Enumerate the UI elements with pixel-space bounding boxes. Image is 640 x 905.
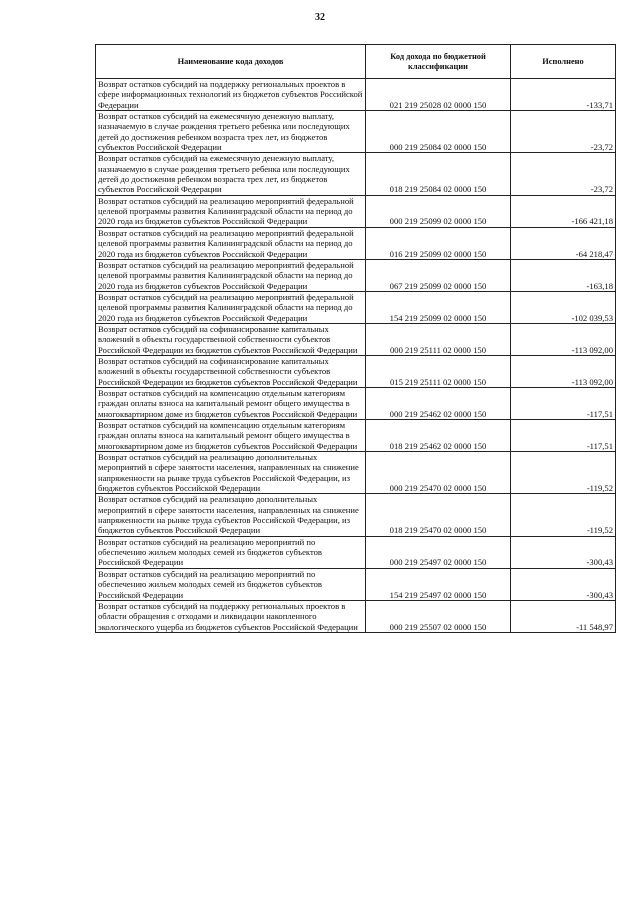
row-name: Возврат остатков субсидий на реализацию мероприятий федеральной целевой программы развития Калининградской области на период до 2020 года из бюджетов субъектов Российской Федерации xyxy=(96,195,366,227)
table-row xyxy=(96,494,616,536)
row-name: Возврат остатков субсидий на реализацию мероприятий по обеспечению жильем молодых семей из бюджетов субъектов Российской Федерации xyxy=(96,568,366,600)
header-executed: Исполнено xyxy=(511,45,616,79)
row-value: -300,43 xyxy=(511,536,616,568)
row-value: -119,52 xyxy=(511,452,616,494)
table-row xyxy=(96,536,616,568)
revenue-table xyxy=(95,44,616,633)
row-value: -119,52 xyxy=(511,494,616,536)
row-name: Возврат остатков субсидий на компенсацию отдельным категориям граждан оплаты взноса на капитальный ремонт общего имущества в многоквартирном доме из бюджетов субъектов Российской Федерации xyxy=(96,387,366,419)
row-value: -117,51 xyxy=(511,387,616,419)
row-code: 000 219 25462 02 0000 150 xyxy=(366,387,511,419)
table-row xyxy=(96,323,616,355)
table-row xyxy=(96,420,616,452)
row-value: -113 092,00 xyxy=(511,355,616,387)
row-code: 018 219 25084 02 0000 150 xyxy=(366,153,511,195)
row-value: -23,72 xyxy=(511,153,616,195)
table-row xyxy=(96,355,616,387)
page-number: 32 xyxy=(315,12,325,23)
table-row xyxy=(96,452,616,494)
table-row xyxy=(96,259,616,291)
row-name: Возврат остатков субсидий на реализацию дополнительных мероприятий в сфере занятости населения, направленных на снижение напряженности на рынке труда субъектов Российской Федерации, из бюджетов субъектов Российской Федерации xyxy=(96,452,366,494)
row-name: Возврат остатков субсидий на реализацию мероприятий федеральной целевой программы развития Калининградской области на период до 2020 года из бюджетов субъектов Российской Федерации xyxy=(96,259,366,291)
row-code: 000 219 25507 02 0000 150 xyxy=(366,600,511,632)
row-code: 021 219 25028 02 0000 150 xyxy=(366,79,511,111)
row-name: Возврат остатков субсидий на реализацию дополнительных мероприятий в сфере занятости населения, направленных на снижение напряженности на рынке труда субъектов Российской Федерации, из бюджетов субъектов Российской Федерации xyxy=(96,494,366,536)
row-code: 016 219 25099 02 0000 150 xyxy=(366,227,511,259)
row-code: 000 219 25497 02 0000 150 xyxy=(366,536,511,568)
row-value: -23,72 xyxy=(511,111,616,153)
row-value: -117,51 xyxy=(511,420,616,452)
row-name: Возврат остатков субсидий на софинансирование капитальных вложений в объекты государственной собственности субъектов Российской Федерации из бюджетов субъектов Российской Федерации xyxy=(96,355,366,387)
table-row xyxy=(96,227,616,259)
table-row xyxy=(96,79,616,111)
row-name: Возврат остатков субсидий на реализацию мероприятий федеральной целевой программы развития Калининградской области на период до 2020 года из бюджетов субъектов Российской Федерации xyxy=(96,227,366,259)
table-row xyxy=(96,600,616,632)
row-code: 018 219 25470 02 0000 150 xyxy=(366,494,511,536)
row-code: 067 219 25099 02 0000 150 xyxy=(366,259,511,291)
table-row xyxy=(96,387,616,419)
row-code: 000 219 25084 02 0000 150 xyxy=(366,111,511,153)
row-value: -64 218,47 xyxy=(511,227,616,259)
row-value: -300,43 xyxy=(511,568,616,600)
row-name: Возврат остатков субсидий на поддержку региональных проектов в области обращения с отходами и ликвидации накопленного экологического ущерба из бюджетов субъектов Российской Федерации xyxy=(96,600,366,632)
row-name: Возврат остатков субсидий на компенсацию отдельным категориям граждан оплаты взноса на капитальный ремонт общего имущества в многоквартирном доме из бюджетов субъектов Российской Федерации xyxy=(96,420,366,452)
row-code: 154 219 25497 02 0000 150 xyxy=(366,568,511,600)
table-row xyxy=(96,153,616,195)
row-name: Возврат остатков субсидий на поддержку региональных проектов в сфере информационных технологий из бюджетов субъектов Российской Федерации xyxy=(96,79,366,111)
table-row xyxy=(96,195,616,227)
header-revenue-name: Наименование кода доходов xyxy=(96,45,366,79)
table-header-row xyxy=(96,45,616,79)
header-budget-code: Код дохода по бюджетной классификации xyxy=(366,45,511,79)
row-name: Возврат остатков субсидий на софинансирование капитальных вложений в объекты государственной собственности субъектов Российской Федерации из бюджетов субъектов Российской Федерации xyxy=(96,323,366,355)
row-name: Возврат остатков субсидий на ежемесячную денежную выплату, назначаемую в случае рождения третьего ребенка или последующих детей до достижения ребенком возраста трех лет, из бюджетов субъектов Российской Федерации xyxy=(96,153,366,195)
row-value: -166 421,18 xyxy=(511,195,616,227)
row-name: Возврат остатков субсидий на реализацию мероприятий федеральной целевой программы развития Калининградской области на период до 2020 года из бюджетов субъектов Российской Федерации xyxy=(96,291,366,323)
row-code: 015 219 25111 02 0000 150 xyxy=(366,355,511,387)
row-value: -133,71 xyxy=(511,79,616,111)
row-code: 154 219 25099 02 0000 150 xyxy=(366,291,511,323)
row-value: -163,18 xyxy=(511,259,616,291)
row-value: -102 039,53 xyxy=(511,291,616,323)
row-code: 018 219 25462 02 0000 150 xyxy=(366,420,511,452)
row-code: 000 219 25470 02 0000 150 xyxy=(366,452,511,494)
table-row xyxy=(96,568,616,600)
row-value: -11 548,97 xyxy=(511,600,616,632)
row-value: -113 092,00 xyxy=(511,323,616,355)
row-code: 000 219 25111 02 0000 150 xyxy=(366,323,511,355)
table-row xyxy=(96,291,616,323)
row-code: 000 219 25099 02 0000 150 xyxy=(366,195,511,227)
row-name: Возврат остатков субсидий на ежемесячную денежную выплату, назначаемую в случае рождения третьего ребенка или последующих детей до достижения ребенком возраста трех лет, из бюджетов субъектов Российской Федерации xyxy=(96,111,366,153)
row-name: Возврат остатков субсидий на реализацию мероприятий по обеспечению жильем молодых семей из бюджетов субъектов Российской Федерации xyxy=(96,536,366,568)
table-row xyxy=(96,111,616,153)
